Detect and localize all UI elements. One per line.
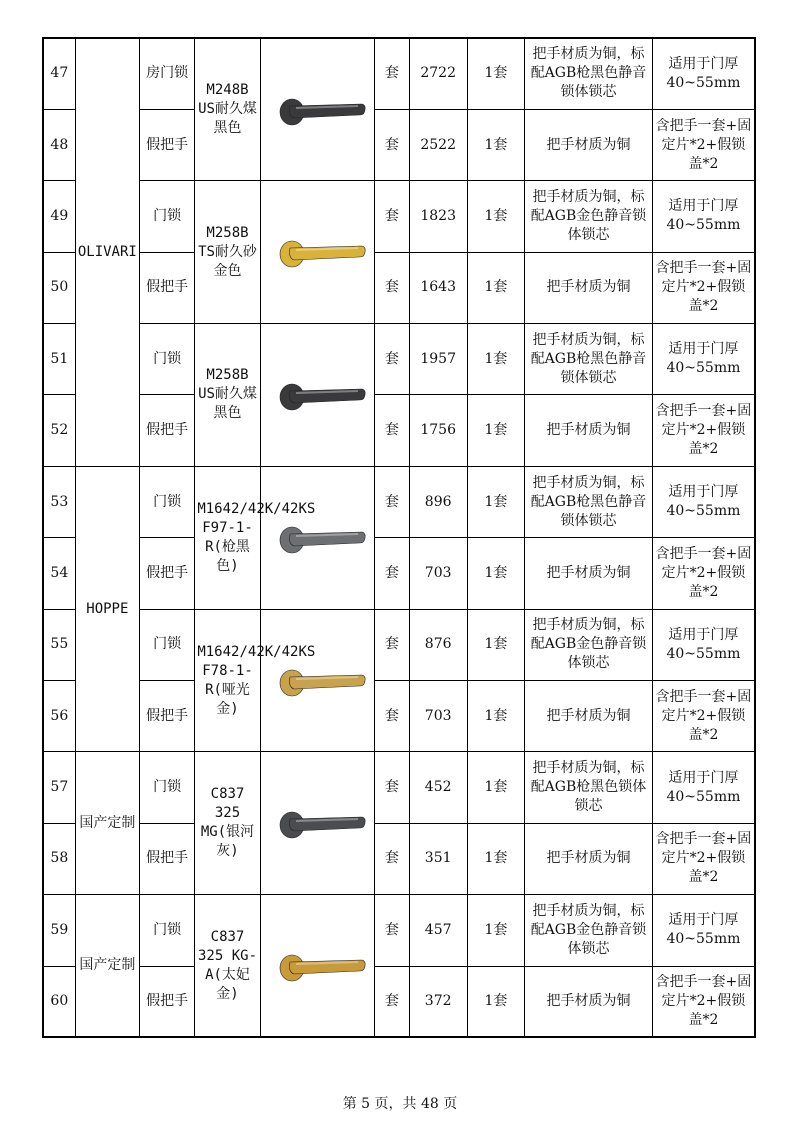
table-row [43, 252, 755, 323]
price-cell: 876 [409, 609, 467, 680]
table-row [43, 681, 755, 752]
table-row [43, 38, 755, 109]
row-number: 54 [43, 538, 75, 609]
price-cell: 351 [409, 823, 467, 894]
price-cell: 2722 [409, 38, 467, 109]
note-cell: 适用于门厚40~55mm [652, 895, 755, 966]
unit-cell: 套 [375, 895, 409, 966]
product-image-cell [260, 466, 375, 609]
table-row [43, 466, 755, 537]
price-cell: 703 [409, 681, 467, 752]
price-cell: 896 [409, 466, 467, 537]
note-cell: 含把手一套+固定片*2+假锁盖*2 [652, 681, 755, 752]
price-cell: 1823 [409, 181, 467, 252]
quantity-cell: 1套 [467, 324, 524, 395]
note-cell: 含把手一套+固定片*2+假锁盖*2 [652, 395, 755, 466]
description-cell: 把手材质为铜，标配AGB金色静音锁体锁芯 [525, 181, 653, 252]
description-cell: 把手材质为铜，标配AGB枪黑色静音锁体锁芯 [525, 38, 653, 109]
table-row [43, 966, 755, 1037]
description-cell: 把手材质为铜 [525, 966, 653, 1037]
quantity-cell: 1套 [467, 752, 524, 823]
model-cell: M1642/42K/42KS F97-1-R(枪黑色) [195, 466, 260, 609]
item-type: 门锁 [140, 324, 195, 395]
item-type: 假把手 [140, 538, 195, 609]
product-image-cell [260, 752, 375, 895]
table-row [43, 823, 755, 894]
price-table [42, 37, 756, 1038]
brand-cell: 国产定制 [75, 752, 139, 895]
description-cell: 把手材质为铜，标配AGB枪黑色静音锁体锁芯 [525, 324, 653, 395]
item-type: 门锁 [140, 895, 195, 966]
note-cell: 含把手一套+固定片*2+假锁盖*2 [652, 538, 755, 609]
note-cell: 适用于门厚40~55mm [652, 752, 755, 823]
description-cell: 把手材质为铜，标配AGB枪黑色静音锁体锁芯 [525, 466, 653, 537]
price-cell: 452 [409, 752, 467, 823]
table-row [43, 181, 755, 252]
unit-cell: 套 [375, 324, 409, 395]
description-cell: 把手材质为铜，标配AGB金色静音锁体锁芯 [525, 895, 653, 966]
product-image-cell [260, 324, 375, 467]
price-cell: 1643 [409, 252, 467, 323]
item-type: 假把手 [140, 823, 195, 894]
row-number: 49 [43, 181, 75, 252]
item-type: 门锁 [140, 609, 195, 680]
model-cell: M1642/42K/42KS F78-1-R(哑光金) [195, 609, 260, 752]
unit-cell: 套 [375, 181, 409, 252]
table-row [43, 538, 755, 609]
unit-cell: 套 [375, 466, 409, 537]
unit-cell: 套 [375, 109, 409, 180]
door-handle-icon [264, 365, 372, 425]
model-cell: C837 325 KG-A(太妃金) [195, 895, 260, 1038]
description-cell: 把手材质为铜 [525, 681, 653, 752]
model-cell: M258B US耐久煤黑色 [195, 324, 260, 467]
item-type: 门锁 [140, 181, 195, 252]
item-type: 房门锁 [140, 38, 195, 109]
item-type: 假把手 [140, 109, 195, 180]
table-row [43, 109, 755, 180]
item-type: 假把手 [140, 681, 195, 752]
item-type: 假把手 [140, 252, 195, 323]
row-number: 52 [43, 395, 75, 466]
brand-cell: OLIVARI [75, 38, 139, 466]
unit-cell: 套 [375, 252, 409, 323]
item-type: 假把手 [140, 395, 195, 466]
unit-cell: 套 [375, 395, 409, 466]
row-number: 57 [43, 752, 75, 823]
quantity-cell: 1套 [467, 609, 524, 680]
description-cell: 把手材质为铜 [525, 395, 653, 466]
row-number: 50 [43, 252, 75, 323]
table-row [43, 324, 755, 395]
row-number: 47 [43, 38, 75, 109]
note-cell: 含把手一套+固定片*2+假锁盖*2 [652, 252, 755, 323]
note-cell: 适用于门厚40~55mm [652, 38, 755, 109]
table-row [43, 895, 755, 966]
quantity-cell: 1套 [467, 823, 524, 894]
row-number: 55 [43, 609, 75, 680]
product-image-cell [260, 895, 375, 1038]
door-handle-icon [264, 793, 372, 853]
item-type: 门锁 [140, 752, 195, 823]
row-number: 58 [43, 823, 75, 894]
unit-cell: 套 [375, 823, 409, 894]
table-row [43, 609, 755, 680]
row-number: 48 [43, 109, 75, 180]
description-cell: 把手材质为铜 [525, 538, 653, 609]
quantity-cell: 1套 [467, 395, 524, 466]
row-number: 59 [43, 895, 75, 966]
row-number: 53 [43, 466, 75, 537]
unit-cell: 套 [375, 681, 409, 752]
quantity-cell: 1套 [467, 895, 524, 966]
row-number: 56 [43, 681, 75, 752]
price-cell: 1756 [409, 395, 467, 466]
description-cell: 把手材质为铜 [525, 109, 653, 180]
product-image-cell [260, 609, 375, 752]
quantity-cell: 1套 [467, 181, 524, 252]
unit-cell: 套 [375, 609, 409, 680]
unit-cell: 套 [375, 752, 409, 823]
model-cell: M258B TS耐久砂金色 [195, 181, 260, 324]
price-cell: 1957 [409, 324, 467, 395]
unit-cell: 套 [375, 966, 409, 1037]
price-cell: 372 [409, 966, 467, 1037]
note-cell: 适用于门厚40~55mm [652, 466, 755, 537]
product-image-cell [260, 38, 375, 181]
description-cell: 把手材质为铜 [525, 823, 653, 894]
note-cell: 适用于门厚40~55mm [652, 324, 755, 395]
description-cell: 把手材质为铜，标配AGB枪黑色锁体锁芯 [525, 752, 653, 823]
door-handle-icon [264, 222, 372, 282]
description-cell: 把手材质为铜，标配AGB金色静音锁体锁芯 [525, 609, 653, 680]
quantity-cell: 1套 [467, 681, 524, 752]
model-cell: M248B US耐久煤黑色 [195, 38, 260, 181]
door-handle-icon [264, 936, 372, 996]
row-number: 51 [43, 324, 75, 395]
unit-cell: 套 [375, 538, 409, 609]
quantity-cell: 1套 [467, 466, 524, 537]
quantity-cell: 1套 [467, 109, 524, 180]
item-type: 门锁 [140, 466, 195, 537]
brand-cell: HOPPE [75, 466, 139, 752]
note-cell: 适用于门厚40~55mm [652, 609, 755, 680]
table-row [43, 395, 755, 466]
description-cell: 把手材质为铜 [525, 252, 653, 323]
price-cell: 703 [409, 538, 467, 609]
note-cell: 含把手一套+固定片*2+假锁盖*2 [652, 109, 755, 180]
price-cell: 457 [409, 895, 467, 966]
page-footer: 第 5 页，共 48 页 [342, 1096, 458, 1112]
door-handle-icon [264, 80, 372, 140]
quantity-cell: 1套 [467, 38, 524, 109]
table-row [43, 752, 755, 823]
brand-cell: 国产定制 [75, 895, 139, 1038]
note-cell: 含把手一套+固定片*2+假锁盖*2 [652, 823, 755, 894]
price-cell: 2522 [409, 109, 467, 180]
quantity-cell: 1套 [467, 538, 524, 609]
product-image-cell [260, 181, 375, 324]
unit-cell: 套 [375, 38, 409, 109]
note-cell: 含把手一套+固定片*2+假锁盖*2 [652, 966, 755, 1037]
quantity-cell: 1套 [467, 966, 524, 1037]
item-type: 假把手 [140, 966, 195, 1037]
model-cell: C837 325 MG(银河灰) [195, 752, 260, 895]
quantity-cell: 1套 [467, 252, 524, 323]
note-cell: 适用于门厚40~55mm [652, 181, 755, 252]
row-number: 60 [43, 966, 75, 1037]
